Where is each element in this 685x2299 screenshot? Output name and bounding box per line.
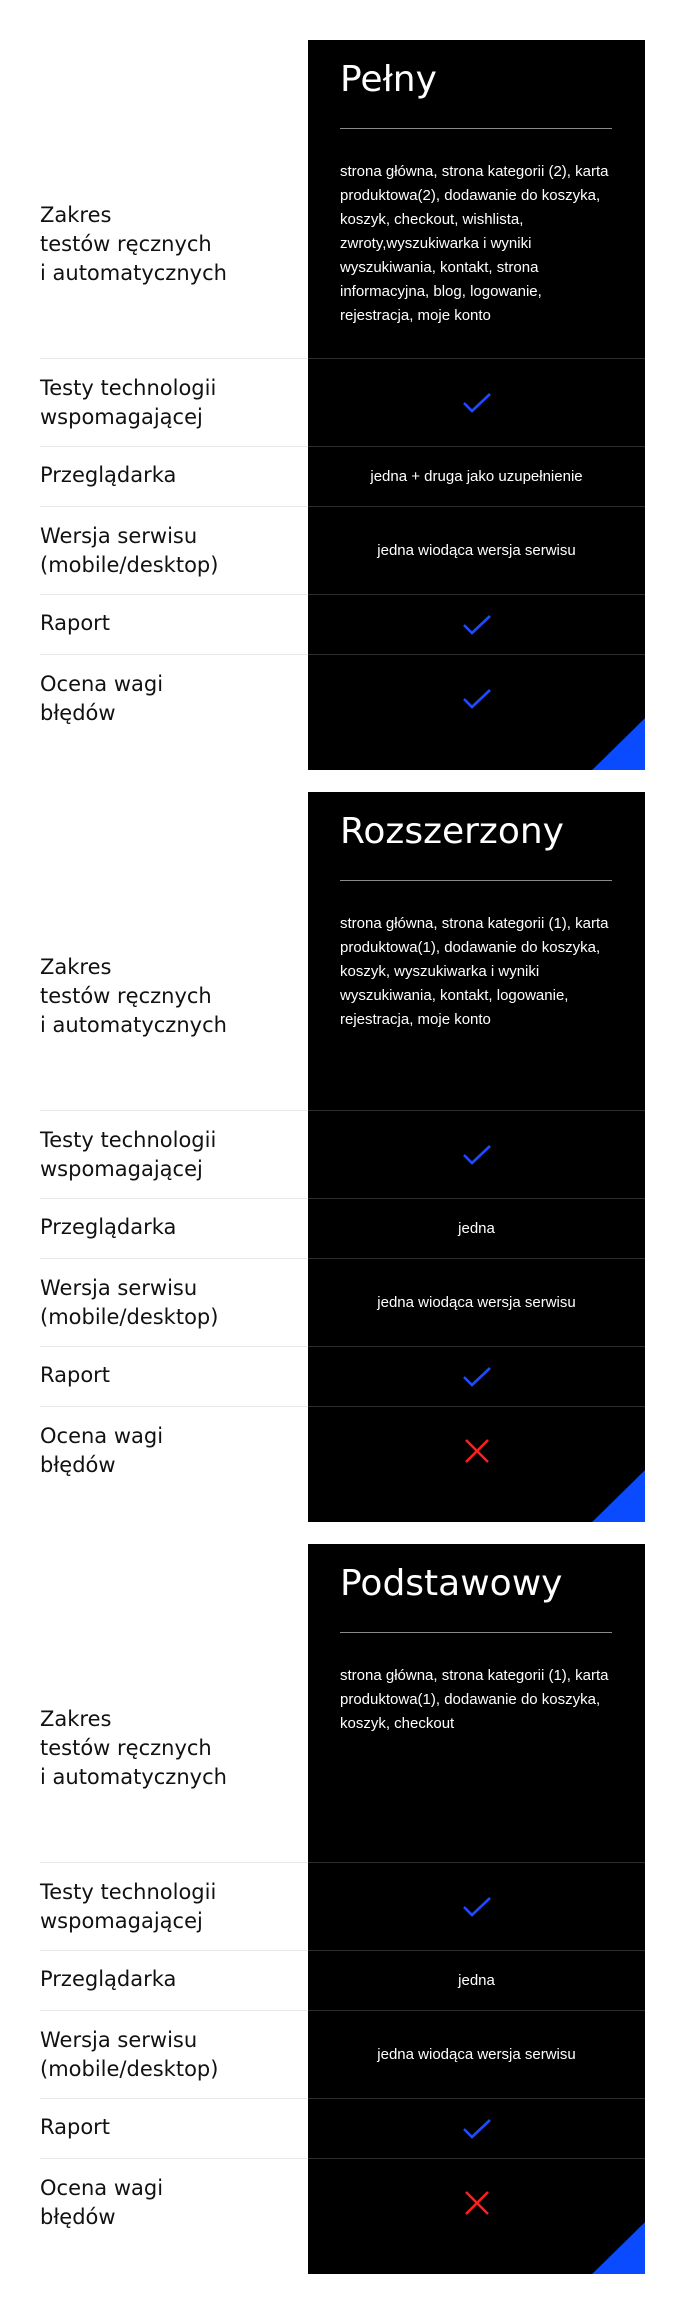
- cross-icon: [464, 2190, 490, 2216]
- row-label-browser: Przeglądarka: [40, 1215, 177, 1239]
- row-label-report: Raport: [40, 1363, 111, 1387]
- corner-fold-icon: [592, 718, 645, 770]
- row-label-severity: Ocena wagi błędów: [40, 2176, 164, 2229]
- title-divider: [340, 1632, 612, 1633]
- corner-fold-icon: [592, 2222, 645, 2274]
- plan-scope-text: strona główna, strona kategorii (1), karta produktowa(1), dodawanie do koszyka, koszyk, checkout: [340, 1667, 609, 1732]
- row-label-assistive: Testy technologii wspomagającej: [40, 376, 217, 429]
- version-cell: jedna wiodąca wersja serwisu: [377, 1294, 576, 1311]
- plan-title: Pełny: [340, 59, 437, 100]
- plan-basic: [0, 1544, 685, 2274]
- plan-title: Rozszerzony: [340, 811, 564, 852]
- row-label-assistive: Testy technologii wspomagającej: [40, 1128, 217, 1181]
- check-icon: [462, 1143, 492, 1167]
- browser-cell: jedna + druga jako uzupełnienie: [370, 468, 583, 485]
- row-label-scope: Zakres testów ręcznych i automatycznych: [40, 955, 227, 1037]
- row-label-browser: Przeglądarka: [40, 1967, 177, 1991]
- row-label-scope: Zakres testów ręcznych i automatycznych: [40, 203, 227, 285]
- title-divider: [340, 880, 612, 881]
- version-cell: jedna wiodąca wersja serwisu: [377, 2046, 576, 2063]
- row-label-scope: Zakres testów ręcznych i automatycznych: [40, 1707, 227, 1789]
- assistive-cell: [308, 1863, 645, 1950]
- report-cell: [308, 2099, 645, 2158]
- browser-cell: jedna: [458, 1972, 495, 1989]
- row-label-severity: Ocena wagi błędów: [40, 672, 164, 725]
- row-label-version: Wersja serwisu (mobile/desktop): [40, 2028, 219, 2081]
- row-label-assistive: Testy technologii wspomagającej: [40, 1880, 217, 1933]
- check-icon: [462, 1895, 492, 1919]
- row-label-report: Raport: [40, 2115, 111, 2139]
- plan-extended: [0, 792, 685, 1522]
- check-icon: [462, 613, 492, 637]
- row-label-version: Wersja serwisu (mobile/desktop): [40, 1276, 219, 1329]
- version-cell: jedna wiodąca wersja serwisu: [377, 542, 576, 559]
- cross-icon: [464, 1438, 490, 1464]
- assistive-cell: [308, 1111, 645, 1198]
- check-icon: [462, 2117, 492, 2141]
- row-label-report: Raport: [40, 611, 111, 635]
- check-icon: [462, 687, 492, 711]
- plan-full: [0, 40, 685, 770]
- check-icon: [462, 1365, 492, 1389]
- plan-scope-text: strona główna, strona kategorii (2), karta produktowa(2), dodawanie do koszyka, koszyk, checkout, wishlista, zwroty,wyszukiwarka i wyniki wyszukiwania, kontakt, strona informacyjna, blog, logowanie, rejestracja, moje konto: [340, 163, 609, 324]
- row-label-severity: Ocena wagi błędów: [40, 1424, 164, 1477]
- plan-title: Podstawowy: [340, 1563, 563, 1604]
- browser-cell: jedna: [458, 1220, 495, 1237]
- check-icon: [462, 391, 492, 415]
- assistive-cell: [308, 359, 645, 446]
- plan-scope-text: strona główna, strona kategorii (1), karta produktowa(1), dodawanie do koszyka, koszyk, wyszukiwarka i wyniki wyszukiwania, kontakt, logowanie, rejestracja, moje konto: [340, 915, 609, 1028]
- report-cell: [308, 595, 645, 654]
- row-label-browser: Przeglądarka: [40, 463, 177, 487]
- corner-fold-icon: [592, 1470, 645, 1522]
- row-label-version: Wersja serwisu (mobile/desktop): [40, 524, 219, 577]
- title-divider: [340, 128, 612, 129]
- report-cell: [308, 1347, 645, 1406]
